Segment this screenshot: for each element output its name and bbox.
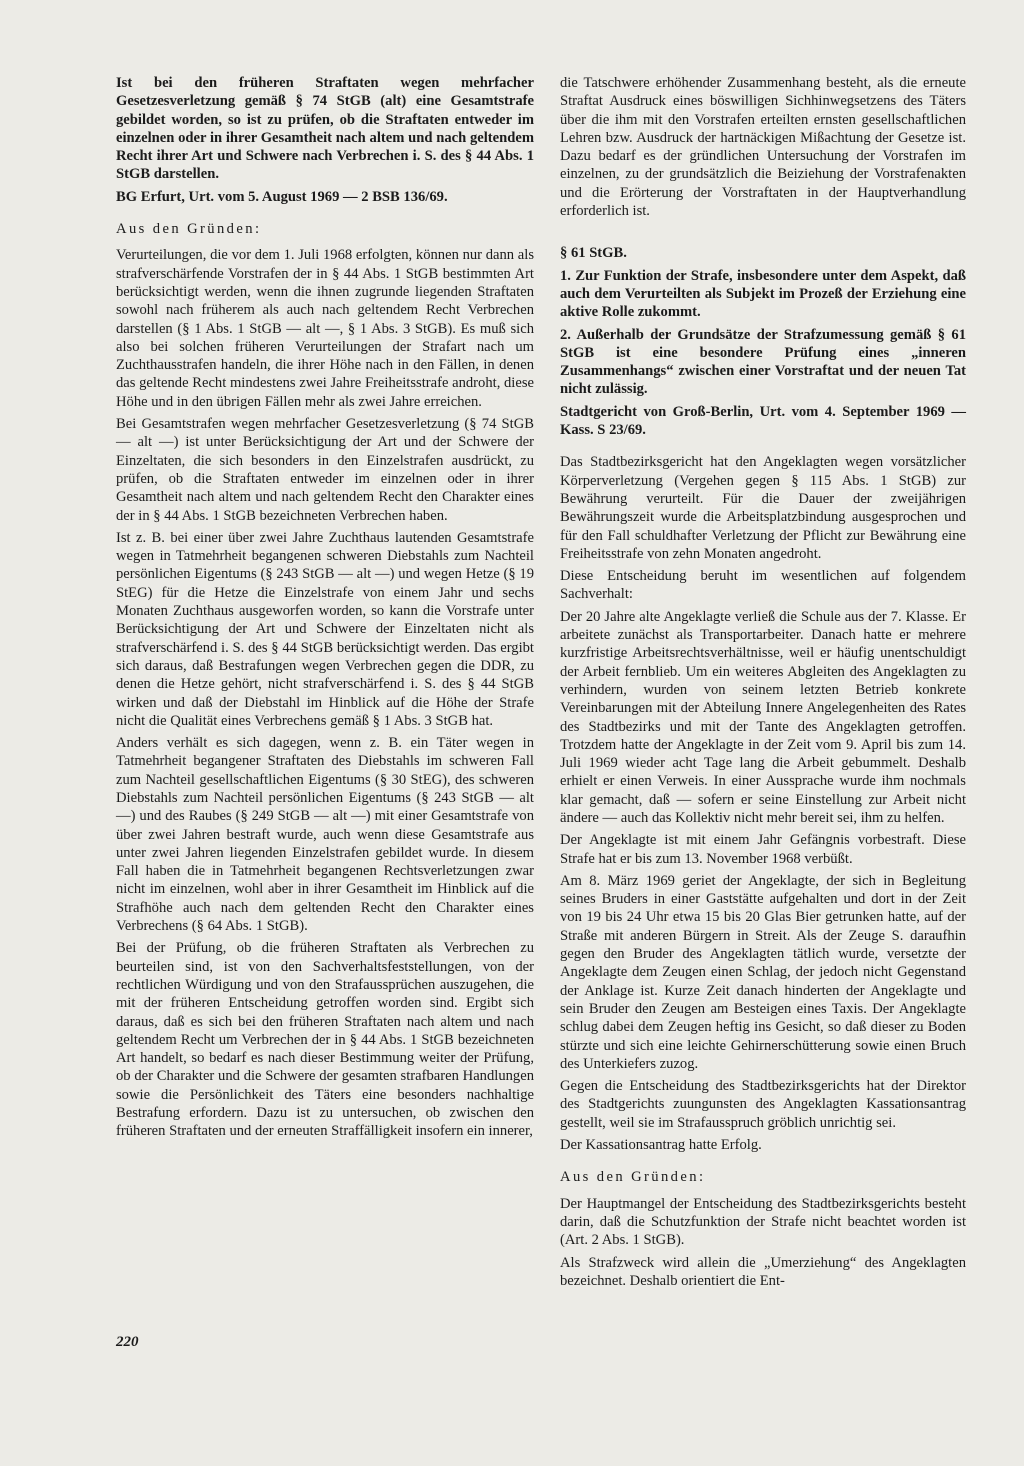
- body-paragraph: Der Kassationsantrag hatte Erfolg.: [560, 1137, 762, 1154]
- body-paragraph: Verurteilungen, die vor dem 1. Juli 1968 erfolgten, können nur dann als strafverschärfende Vorstrafen der in § 44 Abs. 1 StGB bestimmten Art berücksichtigt werden, wenn die ihnen zugrunde liegenden Straftaten sowohl nach früherem als auch nach geltendem Recht Verbrechen darstellen (§ 1 Abs. 1 StGB — alt —, § 1 Abs. 3 StGB). Es muß sich also bei solchen früheren Verurteilungen der Strafart nach um Zuchthausstrafen handeln, die ihrer Höhe nach in den Fällen, in denen das geltende Recht mindestens zwei Jahre Freiheitsstrafe androht, diese Höhe und in den übrigen Fällen mehr als zwei Jahre erreichen.: [116, 247, 534, 410]
- court-citation: Stadtgericht von Groß-Berlin, Urt. vom 4. September 1969 — Kass. S 23/69.: [560, 403, 966, 439]
- body-paragraph: Bei Gesamtstrafen wegen mehrfacher Gesetzesverletzung (§ 74 StGB — alt —) ist unter Berücksichtigung der Art und der Schwere der Einzeltaten, die sich besonders in den Einzelstrafen ausdrückt, zu prüfen, ob die Straftaten entweder im einzelnen oder in ihrer Gesamtheit nach altem und nach geltendem Recht den Charakter eines der in § 44 Abs. 1 StGB bezeichneten Verbrechen haben.: [116, 416, 534, 524]
- continuation-paragraph: die Tatschwere erhöhender Zusammenhang besteht, als die erneute Straftat Ausdruck eines böswilligen Sichhinwegsetzens des Täters über die ihm mit den Vorstrafen erteilten ernsten gesellschaftlichen Lehren bzw. Ausdruck der hartnäckigen Mißachtung der Gesetze ist. Dazu bedarf es der gründlichen Untersuchung der Vorstrafen im einzelnen, zu der grundsätzlich die Beiziehung der Vorstrafenakten und die Erörterung der Vorstraftaten in der Hauptverhandlung erforderlich ist.: [560, 75, 966, 220]
- headnote-1: 1. Zur Funktion der Strafe, insbesondere unter dem Aspekt, daß auch dem Verurteilten als Subjekt im Prozeß der Erziehung eine aktive Rolle zukommt.: [560, 267, 966, 321]
- headnote-2: 2. Außerhalb der Grundsätze der Strafzumessung gemäß § 61 StGB ist eine besondere Prüfung eines „inneren Zusammenhangs“ zwischen einer Vorstraftat und der neuen Tat nicht zulässig.: [560, 326, 966, 398]
- body-paragraph: Ist z. B. bei einer über zwei Jahre Zuchthaus lautenden Gesamtstrafe wegen in Tatmehrheit begangenen schweren Diebstahls zum Nachteil persönlichen Eigentums (§ 243 StGB — alt —) und wegen Hetze (§ 19 StEG) für die Hetze die Einzelstrafe von einem Jahr und sechs Monaten Zuchthaus ausgeworfen worden, so kann die Vorstrafe unter Berücksichtigung der Art und Schwere der Einzeltaten nicht als strafverschärfend i. S. des § 44 StGB berücksichtigt werden. Das ergibt sich daraus, daß Bestrafungen wegen Verbrechen gegen die DDR, zu denen die Hetze gehört, nicht strafverschärfend i. S. des § 44 StGB wirken und daß der Diebstahl im Hinblick auf die Höhe der Strafe nicht die Qualität eines Verbrechens gemäß § 1 Abs. 3 StGB hat.: [116, 529, 534, 729]
- body-paragraph: Gegen die Entscheidung des Stadtbezirksgerichts hat der Direktor des Stadtgerichts zuungunsten des Angeklagten Kassationsantrag gestellt, weil sie im Strafausspruch gröblich unrichtig sei.: [560, 1078, 966, 1131]
- body-paragraph: Diese Entscheidung beruht im wesentlichen auf folgendem Sachverhalt:: [560, 568, 966, 603]
- court-citation: BG Erfurt, Urt. vom 5. August 1969 — 2 BSB 136/69.: [116, 188, 448, 205]
- headnote: Ist bei den früheren Straftaten wegen mehrfacher Gesetzesverletzung gemäß § 74 StGB (alt) eine Gesamtstrafe gebildet worden, so ist zu prüfen, ob die Straftaten entweder im einzelnen oder in ihrer Gesamtheit nach altem und nach geltendem Recht ihrer Art und Schwere nach Verbrechen i. S. des § 44 Abs. 1 StGB darstellen.: [116, 75, 534, 183]
- body-paragraph: Als Strafzweck wird allein die „Umerziehung“ des Angeklagten bezeichnet. Deshalb orientiert die Ent-: [560, 1254, 966, 1289]
- body-paragraph: Am 8. März 1969 geriet der Angeklagte, der sich in Begleitung seines Bruders in einer Gaststätte aufgehalten und dort in der Zeit von 19 bis 24 Uhr etwa 15 bis 20 Glas Bier getrunken hatte, auf der Straße mit anderen Bürgern in Streit. Als der Zeuge S. daraufhin gegen den Bruder des Angeklagten tätlich wurde, versetzte der Angeklagte dem Zeugen einen Schlag, der jedoch nicht Gegenstand der Anklage ist. Kurze Zeit danach hinderten der Angeklagte und sein Bruder den Zeugen am Besteigen eines Taxis. Der Angeklagte schlug dabei dem Zeugen heftig ins Gesicht, so daß dieser zu Boden stürzte und sich eine leichte Gehirnerschütterung sowie einen Bruch des Unterkiefers zuzog.: [560, 872, 966, 1072]
- spacer: [560, 443, 966, 453]
- spacer: [116, 210, 534, 220]
- spacer: [560, 224, 966, 244]
- right-column: [560, 74, 966, 1294]
- body-paragraph: Der Angeklagte ist mit einem Jahr Gefängnis vorbestraft. Diese Strafe hat er bis zum 13. November 1968 verbüßt.: [560, 832, 966, 867]
- reasons-heading: Aus den Gründen:: [560, 1169, 706, 1186]
- body-paragraph: Der Hauptmangel der Entscheidung des Stadtbezirksgerichts besteht darin, daß die Schutzfunktion der Strafe nicht beachtet worden ist (Art. 2 Abs. 1 StGB).: [560, 1195, 966, 1249]
- body-paragraph: Anders verhält es sich dagegen, wenn z. B. ein Täter wegen in Tatmehrheit begangener Straftaten des Diebstahls im schweren Fall zum Nachteil gesellschaftlichen Eigentums (§ 30 StEG), des schweren Diebstahls zum Nachteil persönlichen Eigentums (§ 243 StGB — alt —) und des Raubes (§ 249 StGB — alt —) mit einer Gesamtstrafe von über zwei Jahren bestraft wurde, auch wenn diese Gesamtstrafe aus unter zwei Jahren liegenden Einzelstrafen gebildet wurde. In diesem Fall haben die in Tatmehrheit begangenen Rechtsverletzungen zwar nicht im einzelnen, wohl aber in ihrer Gesamtheit im Hinblick auf die Strafhöhe auch nach dem geltenden Recht den Charakter eines Verbrechens (§ 64 Abs. 1 StGB).: [116, 735, 534, 935]
- page-number: 220: [116, 1334, 139, 1350]
- left-column: [116, 74, 534, 1145]
- body-paragraph: Das Stadtbezirksgericht hat den Angeklagten wegen vorsätzlicher Körperverletzung (Vergehen gegen § 115 Abs. 1 StGB) zur Bewährung verurteilt. Für die Dauer der zweijährigen Bewährungszeit wurde die Arbeitsplatzbindung ausgesprochen und für den Fall schuldhafter Verletzung der Pflicht zur Bewährung eine Freiheitsstrafe von zehn Monaten angedroht.: [560, 454, 966, 562]
- body-paragraph: Bei der Prüfung, ob die früheren Straftaten als Verbrechen zu beurteilen sind, ist von den Sachverhaltsfeststellungen, von der rechtlichen Würdigung und von den Strafaussprüchen auszugehen, die mit der früheren Entscheidung getroffen worden sind. Ergibt sich daraus, daß es sich bei den früheren Straftaten nach altem und nach geltendem Recht um Verbrechen der in § 44 Abs. 1 StGB bezeichneten Art handelt, so bedarf es nach dieser Bestimmung weiter der Prüfung, ob der Charakter und die Schwere der gesamten strafbaren Handlungen sowie die Persönlichkeit des Täters eine besonders nachhaltige Bestrafung erfordern. Dazu ist zu untersuchen, ob zwischen den früheren Straftaten und der erneuten Straffälligkeit insofern ein innerer,: [116, 940, 534, 1140]
- spacer: [560, 1158, 966, 1168]
- section-heading: § 61 StGB.: [560, 245, 627, 262]
- reasons-heading: Aus den Gründen:: [116, 221, 262, 238]
- body-paragraph: Der 20 Jahre alte Angeklagte verließ die Schule aus der 7. Klasse. Er arbeitete zunächst als Transportarbeiter. Danach hatte er mehrere kurzfristige Arbeitsrechtsverhältnisse, weil er häufig unentschuldigt der Arbeit fernblieb. Um ein weiteres Abgleiten des Angeklagten zu verhindern, wurden von seinem letzten Betrieb konkrete Vereinbarungen mit der Abteilung Innere Angelegenheiten des Rates des Stadtbezirks und mit der Tante des Angeklagten getroffen. Trotzdem hatte der Angeklagte in der Zeit vom 9. April bis zum 14. Juli 1969 wieder acht Tage lang die Arbeit gebummelt. Deshalb erhielt er einen Verweis. In einer Aussprache wurde ihm nochmals klar gemacht, daß — sofern er seine Einstellung zur Arbeit nicht ändere — auch das Kollektiv nicht mehr bereit sei, ihm zu helfen.: [560, 608, 966, 826]
